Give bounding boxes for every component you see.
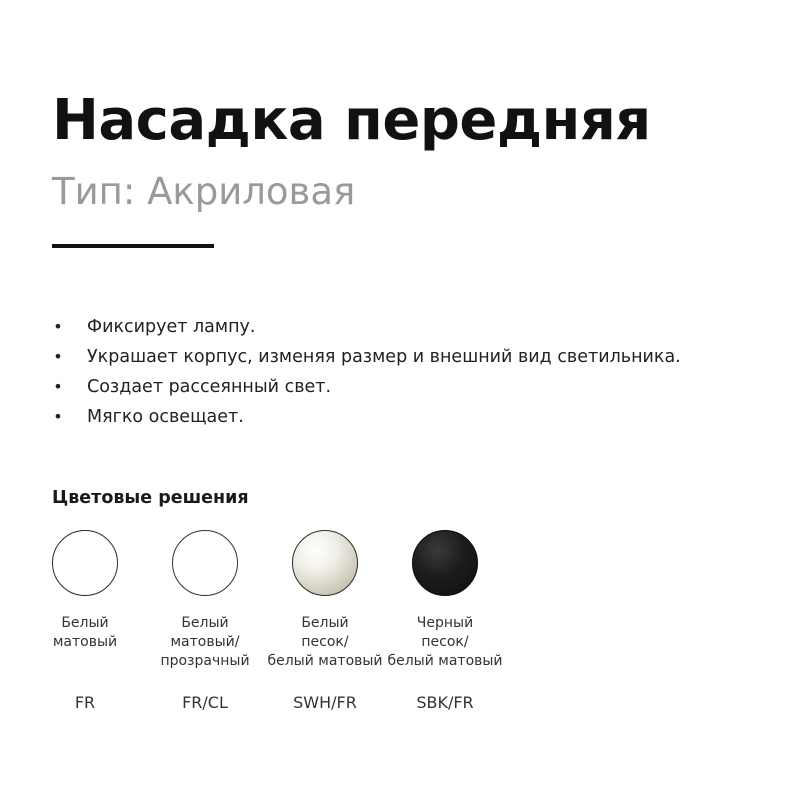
page-title: Насадка передняя xyxy=(52,88,651,153)
page-subtitle: Тип: Акриловая xyxy=(52,170,356,213)
bullet-icon: • xyxy=(53,347,63,366)
color-option-code: SWH/FR xyxy=(293,693,357,712)
feature-item xyxy=(52,372,681,402)
feature-text: Фиксирует лампу. xyxy=(87,317,256,337)
color-option-code: FR/CL xyxy=(182,693,228,712)
feature-list xyxy=(52,312,681,432)
feature-text: Украшает корпус, изменяя размер и внешний вид светильника. xyxy=(87,347,681,367)
title-divider xyxy=(52,244,214,248)
bullet-icon: • xyxy=(53,317,63,336)
color-option-fr-cl xyxy=(135,530,275,712)
feature-item xyxy=(52,402,681,432)
color-option-name: Белый матовый xyxy=(52,615,118,650)
feature-text: Мягко освещает. xyxy=(87,407,244,427)
color-swatch-black-sand xyxy=(412,530,478,596)
color-option-code: FR xyxy=(74,693,96,712)
color-option-name: Черный песок/ белый матовый xyxy=(387,615,503,669)
color-options-heading: Цветовые решения xyxy=(52,488,249,508)
color-option-fr xyxy=(15,530,155,712)
color-option-code: SBK/FR xyxy=(416,693,474,712)
bullet-icon: • xyxy=(53,377,63,396)
color-option-name: Белый матовый/ прозрачный xyxy=(160,615,250,669)
color-swatch-white-matte xyxy=(52,530,118,596)
feature-text: Создает рассеянный свет. xyxy=(87,377,332,397)
color-swatch-white-sand xyxy=(292,530,358,596)
bullet-icon: • xyxy=(53,407,63,426)
color-swatch-white-matte-clear xyxy=(172,530,238,596)
feature-item xyxy=(52,312,681,342)
color-option-name: Белый песок/ белый матовый xyxy=(267,615,383,669)
color-option-sbk-fr xyxy=(375,530,515,712)
color-option-swh-fr xyxy=(255,530,395,712)
feature-item xyxy=(52,342,681,372)
